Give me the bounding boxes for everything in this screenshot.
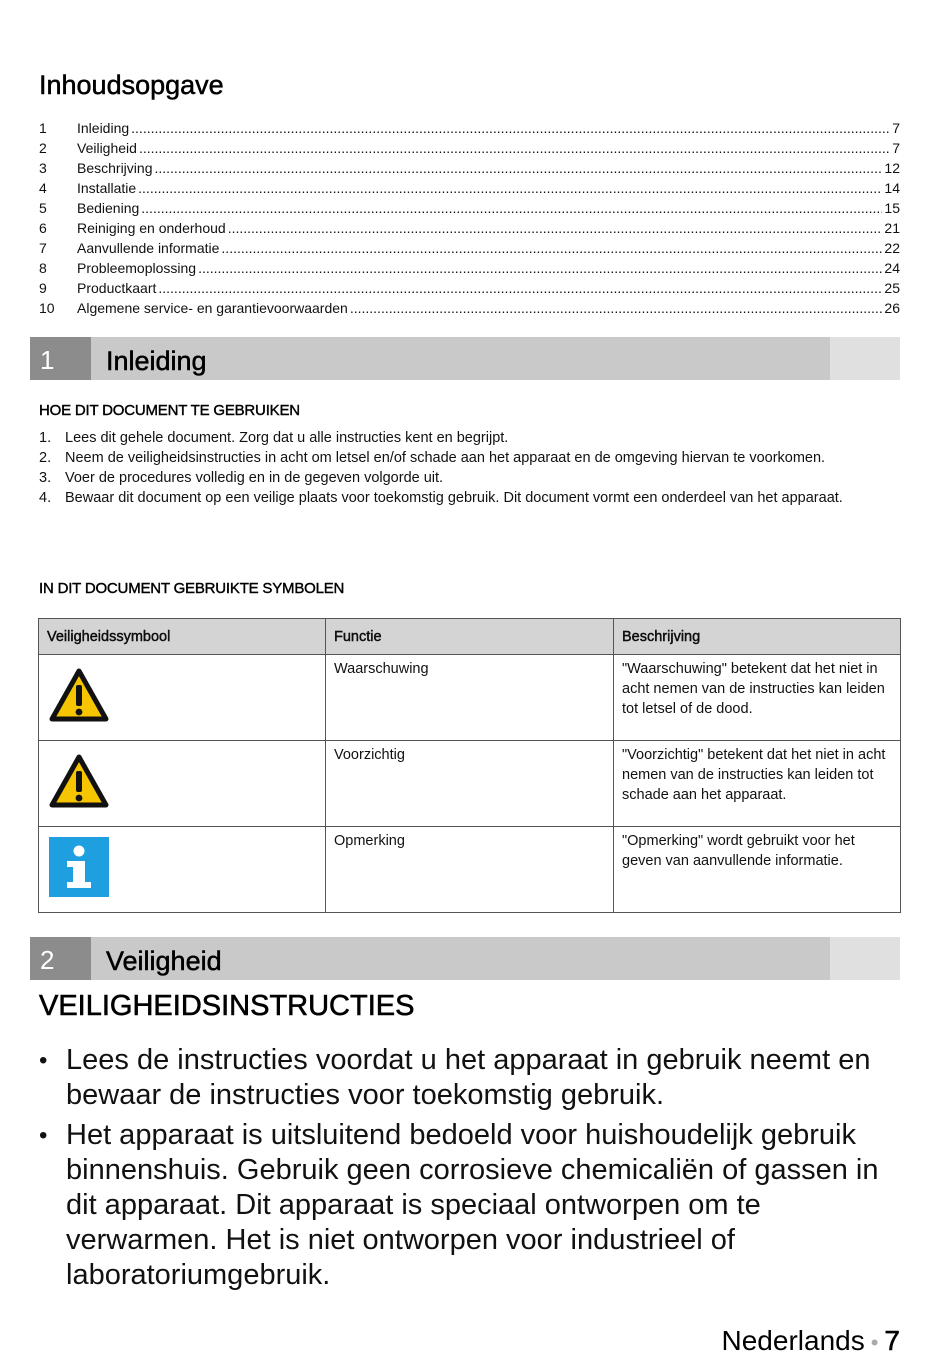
toc-entry-label: Veiligheid	[77, 140, 137, 156]
toc-leader-dots	[131, 120, 890, 136]
bullet-text: Lees de instructies voordat u het apparaat in gebruik neemt en bewaar de instructies voor toekomstig gebruik.	[66, 1044, 871, 1111]
table-of-contents	[39, 120, 900, 320]
table-row	[39, 655, 901, 741]
section-header-inleiding	[30, 337, 900, 380]
toc-leader-dots	[350, 300, 883, 316]
column-header-symbol: Veiligheidssymbool	[39, 619, 326, 655]
toc-entry-number: 10	[39, 300, 55, 316]
toc-entry-number: 6	[39, 220, 47, 236]
toc-entry-label: Algemene service- en garantievoorwaarden	[77, 300, 348, 316]
toc-leader-dots	[139, 140, 890, 156]
list-item	[39, 1118, 899, 1293]
toc-entry-page: 24	[884, 260, 900, 276]
page-number: 7	[884, 1325, 900, 1356]
toc-entry-page: 21	[884, 220, 900, 236]
section-header-veiligheid	[30, 937, 900, 980]
safety-instructions-heading: VEILIGHEIDSINSTRUCTIES	[39, 990, 415, 1022]
toc-entry-page: 25	[884, 280, 900, 296]
toc-entry-number: 9	[39, 280, 47, 296]
toc-entry-label: Bediening	[77, 200, 140, 216]
list-item	[39, 448, 899, 468]
step-number: 2.	[39, 450, 52, 466]
step-text: Neem de veiligheidsinstructies in acht om letsel en/of schade aan het apparaat en de omgeving hiervan te voorkomen.	[65, 450, 826, 466]
footer-language: Nederlands	[721, 1325, 865, 1356]
safety-bullet-list	[39, 1043, 899, 1298]
toc-entry[interactable]	[39, 140, 900, 160]
list-item	[39, 428, 899, 448]
toc-leader-dots	[221, 240, 882, 256]
table-row	[39, 741, 901, 827]
footer-separator: •	[870, 1330, 879, 1355]
toc-leader-dots	[228, 220, 883, 236]
symbols-table	[38, 618, 901, 913]
caution-triangle-icon	[49, 754, 109, 808]
symbol-cell	[39, 655, 326, 741]
toc-entry[interactable]	[39, 300, 900, 320]
bullet-text: Het apparaat is uitsluitend bedoeld voor huishoudelijk gebruik binnenshuis. Gebruik geen corrosieve chemicaliën of gassen in dit apparaat. Dit apparaat is speciaal ontworpen om te verwarmen. Het is niet ontworpen voor industrieel of laboratoriumgebruik.	[66, 1119, 879, 1291]
toc-entry-page: 7	[892, 140, 900, 156]
toc-entry-page: 22	[884, 240, 900, 256]
toc-entry[interactable]	[39, 180, 900, 200]
list-item	[39, 1043, 899, 1113]
toc-entry-page: 12	[884, 160, 900, 176]
section-number: 2	[30, 937, 91, 980]
step-text: Lees dit gehele document. Zorg dat u alle instructies kent en begrijpt.	[65, 430, 509, 446]
toc-entry-page: 15	[884, 200, 900, 216]
step-number: 4.	[39, 490, 52, 506]
function-cell: Waarschuwing	[326, 655, 614, 741]
toc-entry-number: 7	[39, 240, 47, 256]
toc-entry-label: Reiniging en onderhoud	[77, 220, 226, 236]
symbol-cell	[39, 827, 326, 913]
description-cell: "Voorzichtig" betekent dat het niet in acht nemen van de instructies kan leiden tot schade aan het apparaat.	[614, 741, 901, 827]
toc-entry-label: Beschrijving	[77, 160, 153, 176]
toc-entry-page: 26	[884, 300, 900, 316]
toc-entry[interactable]	[39, 120, 900, 140]
toc-leader-dots	[138, 180, 882, 196]
toc-entry[interactable]	[39, 280, 900, 300]
usage-steps-list	[39, 428, 899, 508]
description-cell: "Opmerking" wordt gebruikt voor het geven van aanvullende informatie.	[614, 827, 901, 913]
toc-entry[interactable]	[39, 260, 900, 280]
info-icon	[49, 837, 109, 897]
toc-entry-page: 14	[884, 180, 900, 196]
column-header-description: Beschrijving	[614, 619, 901, 655]
toc-entry-number: 2	[39, 140, 47, 156]
toc-entry[interactable]	[39, 160, 900, 180]
toc-leader-dots	[198, 260, 882, 276]
step-number: 1.	[39, 430, 52, 446]
toc-entry-number: 8	[39, 260, 47, 276]
toc-entry-number: 3	[39, 160, 47, 176]
step-text: Voer de procedures volledig en in de gegeven volgorde uit.	[65, 470, 444, 486]
toc-leader-dots	[141, 200, 882, 216]
toc-entry-label: Productkaart	[77, 280, 157, 296]
list-item	[39, 488, 899, 508]
bullet-icon: •	[39, 1122, 48, 1149]
toc-entry[interactable]	[39, 240, 900, 260]
step-number: 3.	[39, 470, 52, 486]
warning-triangle-icon	[49, 668, 109, 722]
table-row	[39, 827, 901, 913]
toc-leader-dots	[154, 160, 882, 176]
toc-entry-label: Installatie	[77, 180, 137, 196]
function-cell: Voorzichtig	[326, 741, 614, 827]
usage-heading: HOE DIT DOCUMENT TE GEBRUIKEN	[39, 402, 300, 419]
toc-entry-page: 7	[892, 120, 900, 136]
description-cell: "Waarschuwing" betekent dat het niet in acht nemen van de instructies kan leiden tot letsel of de dood.	[614, 655, 901, 741]
toc-entry[interactable]	[39, 220, 900, 240]
toc-entry-label: Probleemoplossing	[77, 260, 197, 276]
toc-leader-dots	[158, 280, 882, 296]
function-cell: Opmerking	[326, 827, 614, 913]
toc-entry[interactable]	[39, 200, 900, 220]
toc-entry-number: 1	[39, 120, 47, 136]
page-footer	[722, 1325, 900, 1357]
toc-entry-label: Inleiding	[77, 120, 130, 136]
toc-title: Inhoudsopgave	[39, 70, 224, 100]
section-title: Veiligheid	[106, 946, 222, 976]
toc-entry-number: 5	[39, 200, 47, 216]
list-item	[39, 468, 899, 488]
symbol-cell	[39, 741, 326, 827]
table-header-row	[39, 619, 901, 655]
toc-entry-number: 4	[39, 180, 47, 196]
column-header-function: Functie	[326, 619, 614, 655]
section-number: 1	[30, 337, 91, 380]
step-text: Bewaar dit document op een veilige plaats voor toekomstig gebruik. Dit document vormt een onderdeel van het apparaat.	[65, 490, 843, 506]
toc-entry-label: Aanvullende informatie	[77, 240, 220, 256]
section-title: Inleiding	[106, 346, 207, 376]
bullet-icon: •	[39, 1047, 48, 1074]
symbols-heading: IN DIT DOCUMENT GEBRUIKTE SYMBOLEN	[39, 580, 345, 597]
